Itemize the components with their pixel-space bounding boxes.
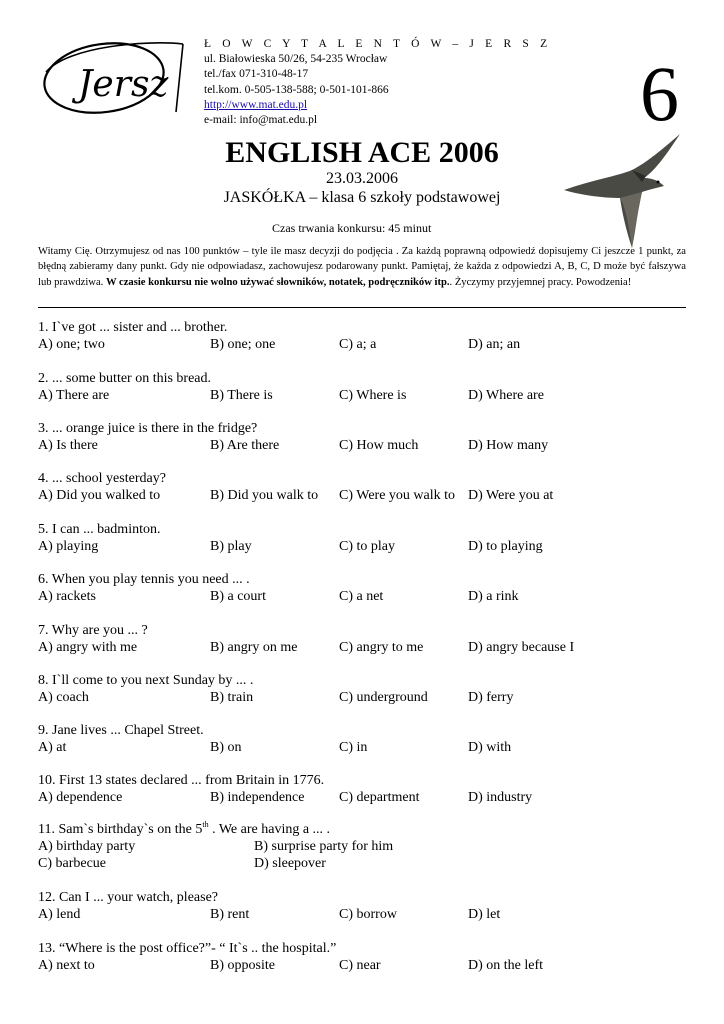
- answer-a[interactable]: A) dependence: [38, 790, 123, 805]
- answer-d[interactable]: D) industry: [468, 790, 533, 805]
- answer-a[interactable]: A) at: [38, 740, 67, 755]
- answer-c[interactable]: C) How much: [339, 438, 419, 453]
- answer-row: [38, 387, 686, 404]
- question-item: [38, 772, 686, 806]
- answer-b[interactable]: B) train: [210, 690, 254, 705]
- answer-c[interactable]: C) department: [339, 790, 420, 805]
- question-item: [38, 571, 686, 605]
- answer-b[interactable]: B) a court: [210, 589, 266, 604]
- website-link[interactable]: http://www.mat.edu.pl: [204, 98, 308, 111]
- answer-b[interactable]: B) independence: [210, 790, 305, 805]
- answer-b[interactable]: B) Are there: [210, 438, 280, 453]
- intro-paragraph: [38, 244, 686, 290]
- answer-c[interactable]: C) underground: [339, 690, 428, 705]
- answer-a[interactable]: A) There are: [38, 388, 110, 403]
- answer-c[interactable]: C) near: [339, 958, 381, 973]
- question-text: 12. Can I ... your watch, please?: [38, 890, 218, 905]
- question-item: [38, 521, 686, 555]
- answer-row: [38, 639, 686, 656]
- question-text-end: . We are having a ... .: [208, 822, 331, 837]
- question-item: [38, 319, 686, 353]
- answer-b[interactable]: B) opposite: [210, 958, 275, 973]
- answer-d[interactable]: D) an; an: [468, 337, 521, 352]
- answer-c[interactable]: C) Were you walk to: [339, 488, 456, 503]
- answer-a[interactable]: A) coach: [38, 690, 89, 705]
- answer-d[interactable]: D) ferry: [468, 690, 514, 705]
- answer-d[interactable]: D) How many: [468, 438, 549, 453]
- answer-c[interactable]: C) a; a: [339, 337, 377, 352]
- question-item: [38, 889, 686, 923]
- answer-b[interactable]: B) play: [210, 539, 252, 554]
- question-text: 5. I can ... badminton.: [38, 522, 161, 537]
- answer-row: [38, 838, 686, 855]
- answer-a[interactable]: A) Is there: [38, 438, 98, 453]
- answer-a[interactable]: A) rackets: [38, 589, 96, 604]
- answer-row: [38, 487, 686, 504]
- org-name: Ł O W C Y T A L E N T Ó W – J E R S Z: [204, 38, 552, 50]
- answer-d[interactable]: D) angry because I: [468, 640, 575, 655]
- answer-b[interactable]: B) angry on me: [210, 640, 298, 655]
- org-address: ul. Białowieska 50/26, 54-235 Wrocław: [204, 53, 388, 66]
- answer-b[interactable]: B) on: [210, 740, 242, 755]
- contest-duration: Czas trwania konkursu: 45 minut: [272, 221, 432, 235]
- question-11: [38, 821, 686, 872]
- answer-row: [38, 906, 686, 923]
- answer-c[interactable]: C) barbecue: [38, 856, 107, 871]
- contest-date: 23.03.2006: [326, 170, 398, 187]
- org-email: e-mail: info@mat.edu.pl: [204, 114, 318, 127]
- question-text: 9. Jane lives ... Chapel Street.: [38, 723, 204, 738]
- intro-bold-rule: W czasie konkursu nie wolno używać słowników, notatek, podręczników itp.: [105, 276, 450, 288]
- org-telkom: tel.kom. 0-505-138-588; 0-501-101-866: [204, 83, 389, 96]
- org-telfax: tel./fax 071-310-48-17: [204, 68, 309, 81]
- answer-a[interactable]: A) next to: [38, 958, 95, 973]
- question-text: 4. ... school yesterday?: [38, 471, 166, 486]
- swallow-bird-image: [562, 132, 684, 250]
- question-text: 3. ... orange juice is there in the fridge?: [38, 421, 258, 436]
- answer-d[interactable]: D) on the left: [468, 958, 544, 973]
- logo-text: Jersz: [78, 64, 169, 105]
- answer-d[interactable]: D) to playing: [468, 539, 543, 554]
- answer-row: [38, 789, 686, 806]
- question-text: 2. ... some butter on this bread.: [38, 371, 212, 386]
- contest-subtitle: JASKÓŁKA – klasa 6 szkoły podstawowej: [223, 189, 501, 206]
- question-text: 8. I`ll come to you next Sunday by ... .: [38, 673, 254, 688]
- answer-row: [38, 437, 686, 454]
- answer-a[interactable]: A) playing: [38, 539, 99, 554]
- answer-row: [38, 336, 686, 353]
- answer-b[interactable]: B) rent: [210, 907, 250, 922]
- intro-text: Witamy Cię. Otrzymujesz od nas 100 punktów – tyle ile masz decyzji do podjęcia . Za każdą poprawną odpowiedź dopisujemy Ci jeszcze 1 punkt, za błędną zabieramy dany punkt. Gdy nie odpowiadasz, zachowujesz podarowany punkt. Pamiętaj, że każda z odpowiedzi A, B, C, D może być fałszywa lub prawdziwa.: [38, 246, 686, 288]
- answer-c[interactable]: C) angry to me: [339, 640, 424, 655]
- answer-c[interactable]: C) in: [339, 740, 368, 755]
- answer-a[interactable]: A) birthday party: [38, 839, 136, 854]
- question-item: [38, 672, 686, 706]
- question-item: [38, 470, 686, 504]
- question-text: 7. Why are you ... ?: [38, 623, 148, 638]
- answer-row: [38, 957, 686, 974]
- answer-d[interactable]: D) Were you at: [468, 488, 554, 503]
- organization-details: [204, 37, 551, 128]
- answer-d[interactable]: D) let: [468, 907, 501, 922]
- answer-a[interactable]: A) Did you walked to: [38, 488, 161, 503]
- answer-row: [38, 689, 686, 706]
- question-item: [38, 622, 686, 656]
- page-title: ENGLISH ACE 2006: [225, 136, 499, 169]
- answer-d[interactable]: D) Where are: [468, 388, 544, 403]
- answer-b[interactable]: B) There is: [210, 388, 273, 403]
- jersz-logo: [38, 38, 188, 118]
- question-item: [38, 420, 686, 454]
- answer-row: [38, 588, 686, 605]
- answer-row: [38, 739, 686, 756]
- superscript-th: th: [202, 820, 209, 829]
- answer-b[interactable]: B) one; one: [210, 337, 276, 352]
- divider: [38, 307, 686, 308]
- question-text: 1. I`ve got ... sister and ... brother.: [38, 320, 228, 335]
- answer-a[interactable]: A) one; two: [38, 337, 105, 352]
- question-text-start: 11. Sam`s birthday`s on the 5: [38, 822, 203, 837]
- question-text: 6. When you play tennis you need ... .: [38, 572, 250, 587]
- answer-row: [38, 855, 686, 872]
- intro-text-end: . Życzymy przyjemnej pracy. Powodzenia!: [449, 276, 632, 288]
- answer-a[interactable]: A) angry with me: [38, 640, 138, 655]
- answer-c[interactable]: C) to play: [339, 539, 395, 554]
- answer-d[interactable]: D) with: [468, 740, 512, 755]
- answer-b[interactable]: B) surprise party for him: [254, 839, 394, 854]
- question-item: [38, 722, 686, 756]
- answer-c[interactable]: C) Where is: [339, 388, 407, 403]
- answer-d[interactable]: D) a rink: [468, 589, 519, 604]
- question-item: [38, 370, 686, 404]
- question-item: [38, 940, 686, 974]
- question-text: [38, 821, 686, 838]
- answer-c[interactable]: C) borrow: [339, 907, 397, 922]
- answer-b[interactable]: B) Did you walk to: [210, 488, 319, 503]
- question-text: 13. “Where is the post office?”- “ It`s .. the hospital.”: [38, 941, 337, 956]
- question-text: 10. First 13 states declared ... from Britain in 1776.: [38, 773, 325, 788]
- answer-a[interactable]: A) lend: [38, 907, 81, 922]
- answer-c[interactable]: C) a net: [339, 589, 384, 604]
- answer-d[interactable]: D) sleepover: [254, 856, 326, 871]
- class-number: 6: [640, 50, 679, 137]
- answer-row: [38, 538, 686, 555]
